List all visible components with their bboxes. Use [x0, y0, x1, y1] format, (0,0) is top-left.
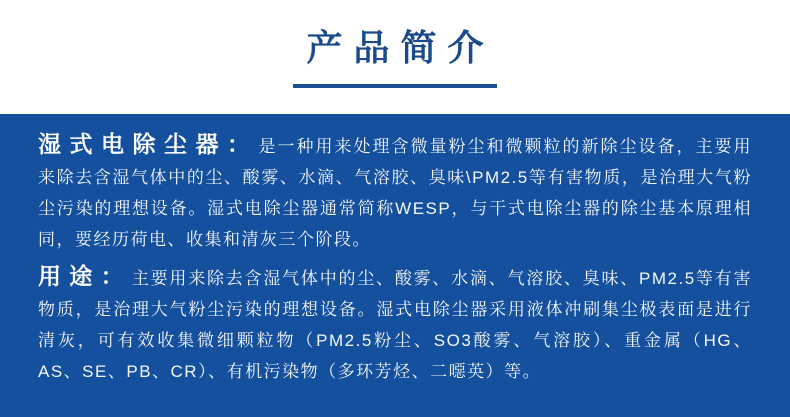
- paragraph-usage: [38, 261, 752, 387]
- title-underline: [293, 84, 497, 88]
- paragraph-body: 主要用来除去含湿气体中的尘、酸雾、水滴、气溶胶、臭味、PM2.5等有害物质，是治理大气粉尘污染的理想设备。湿式电除尘器采用液体冲刷集尘极表面是进行清灰，可有效收集微细颗粒物（PM2.5粉尘、SO3酸雾、气溶胶）、重金属（HG、AS、SE、PB、CR）、有机污染物（多环芳烃、二噁英）等。: [38, 269, 752, 381]
- paragraph-lead: 用途：: [38, 263, 132, 289]
- paragraph-lead: 湿式电除尘器：: [38, 131, 259, 157]
- paragraph-definition: [38, 129, 752, 255]
- paragraph-body: 是一种用来处理含微量粉尘和微颗粒的新除尘设备，主要用来除去含湿气体中的尘、酸雾、水滴、气溶胶、臭味\PM2.5等有害物质，是治理大气粉尘污染的理想设备。湿式电除尘器通常简称WESP，与干式电除尘器的除尘基本原理相同，要经历荷电、收集和清灰三个阶段。: [38, 137, 752, 249]
- description-panel: [0, 114, 790, 417]
- page-title: 产品简介: [306, 27, 495, 68]
- section-header: [0, 0, 790, 88]
